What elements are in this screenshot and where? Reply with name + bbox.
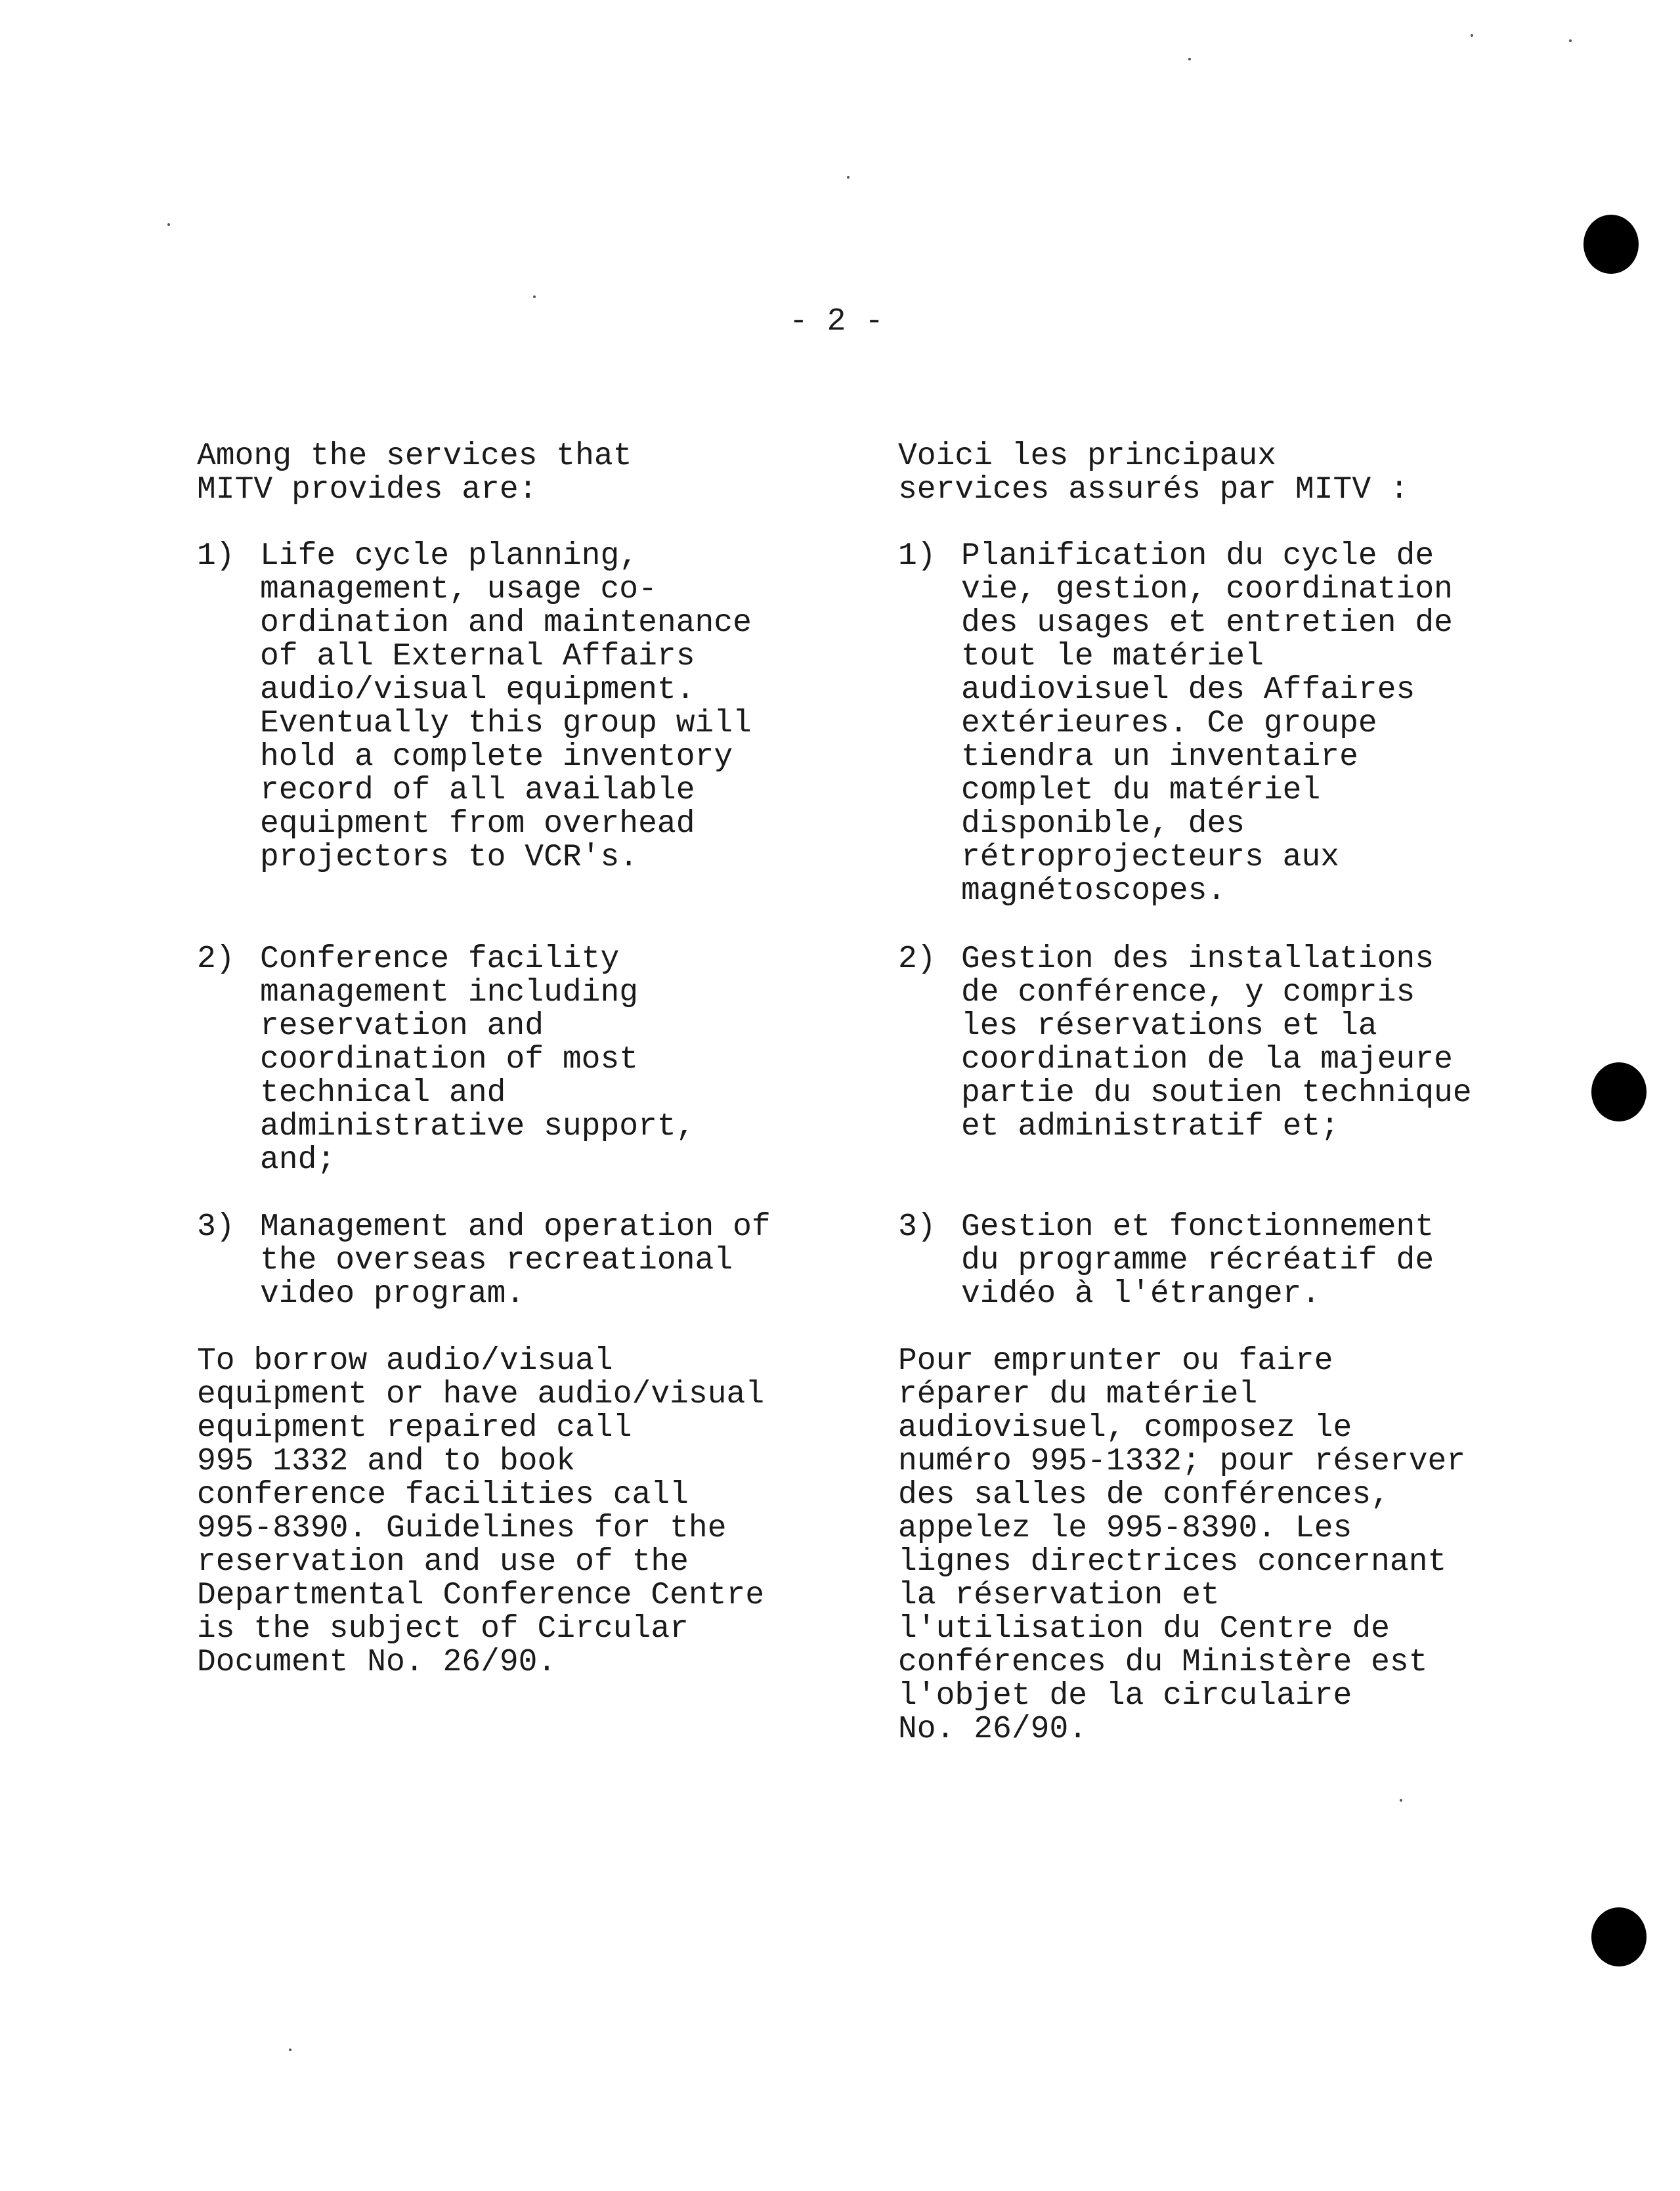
french-closing-paragraph: Pour emprunter ou faire réparer du matériel audiovisuel, composez le numéro 995-1332; pour réserver des salles de conférences, appelez le 995-8390. Les lignes directrices concernant la réservation et l'utilisation du Centre de conférences du Ministère est l'objet de la circulaire No. 26/90.	[898, 1343, 1466, 1747]
english-list-item-1	[197, 540, 814, 875]
english-intro: Among the services that MITV provides are:	[197, 439, 632, 508]
list-item-text: Gestion et fonctionnement du programme récréatif de vidéo à l'étranger.	[961, 1209, 1434, 1312]
english-list-item-3	[197, 1211, 814, 1311]
english-list-item-2	[197, 943, 814, 1177]
list-item-text: Gestion des installations de conférence, y compris les réservations et la coordination de la majeure partie du soutien technique et administratif et;	[961, 942, 1472, 1144]
list-number: 1)	[898, 538, 936, 574]
list-item-text: Life cycle planning, management, usage co- ordination and maintenance of all External Affairs audio/visual equipment. Eventually this group will hold a complete inventory record of all available equipment from overhead projectors to VCR's.	[260, 538, 752, 875]
punch-hole-middle	[1591, 1062, 1647, 1121]
scan-speck	[847, 176, 850, 179]
english-closing-paragraph: To borrow audio/visual equipment or have audio/visual equipment repaired call 995 1332 and to book conference facilities call 995-8390. Guidelines for the reservation and use of the Departmental Conference Centre is the subject of Circular Document No. 26/90.	[197, 1343, 765, 1680]
scan-speck	[1400, 1799, 1402, 1802]
scan-speck	[289, 2049, 291, 2051]
french-intro: Voici les principaux services assurés par MITV :	[898, 439, 1409, 508]
scan-speck	[1188, 58, 1191, 60]
page-number: - 2 -	[789, 304, 884, 339]
list-number: 3)	[898, 1209, 936, 1245]
french-list-item-3	[898, 1211, 1548, 1311]
french-list-item-2	[898, 943, 1548, 1144]
punch-hole-bottom	[1591, 1907, 1647, 1966]
scan-speck	[167, 223, 170, 226]
scan-speck	[1569, 39, 1572, 42]
list-number: 3)	[197, 1209, 235, 1245]
list-number: 2)	[898, 942, 936, 977]
scan-speck	[533, 295, 536, 298]
punch-hole-top	[1583, 215, 1639, 274]
list-number: 2)	[197, 942, 235, 977]
french-list-item-1	[898, 540, 1548, 908]
list-item-text: Management and operation of the overseas recreational video program.	[260, 1209, 771, 1312]
scan-speck	[1471, 34, 1473, 37]
list-item-text: Conference facility management including reservation and coordination of most technical and administrative support, and;	[260, 942, 695, 1178]
list-number: 1)	[197, 538, 235, 574]
list-item-text: Planification du cycle de vie, gestion, coordination des usages et entretien de tout le matériel audiovisuel des Affaires extérieures. Ce groupe tiendra un inventaire complet du matériel disponible, des rétroprojecteurs aux magnétoscopes.	[961, 538, 1453, 909]
